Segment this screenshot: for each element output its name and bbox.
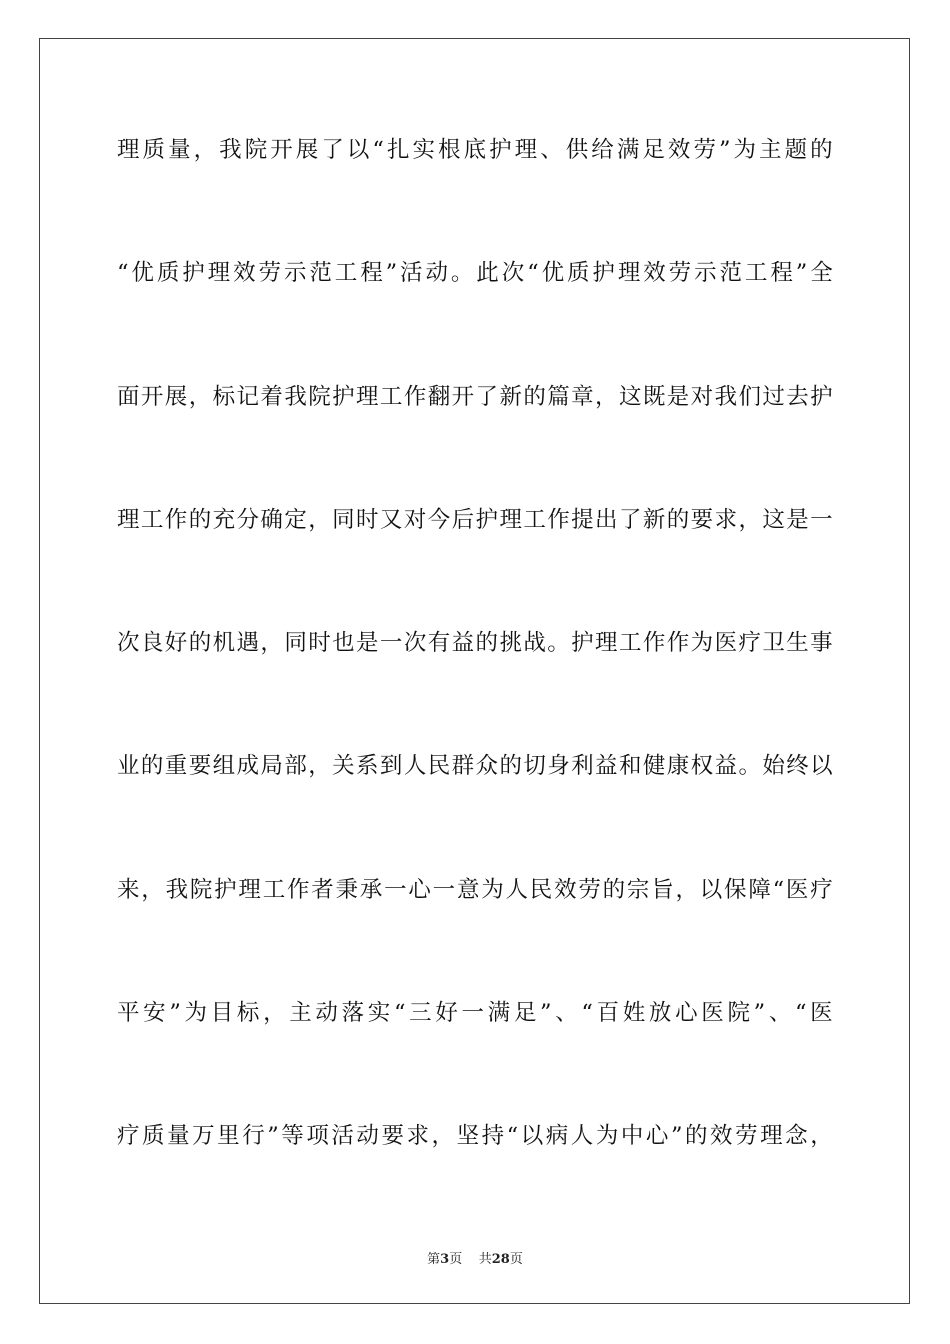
text-line-content: 面开展，标记着我院护理工作翻开了新的篇章，这既是对我们过去护 <box>117 383 833 410</box>
text-line <box>117 868 833 991</box>
page-number-suffix: 页 <box>449 1252 463 1267</box>
current-page-number: 3 <box>440 1252 450 1267</box>
text-line-content: 来，我院护理工作者秉承一心一意为人民效劳的宗旨，以保障“医疗 <box>117 876 833 903</box>
text-line-content: 次良好的机遇，同时也是一次有益的挑战。护理工作作为医疗卫生事 <box>117 630 833 657</box>
text-line-content: 业的重要组成局部，关系到人民群众的切身利益和健康权益。始终以 <box>117 753 833 780</box>
text-line <box>117 1114 833 1237</box>
text-line <box>117 251 833 374</box>
document-body <box>117 128 833 1238</box>
page-number-prefix: 第 <box>427 1252 441 1267</box>
total-pages-suffix: 页 <box>509 1252 523 1267</box>
text-line-content: 理工作的充分确定，同时又对今后护理工作提出了新的要求，这是一 <box>117 506 833 533</box>
text-line <box>117 375 833 498</box>
text-line <box>117 991 833 1114</box>
total-pages-prefix: 共 <box>478 1252 492 1267</box>
text-line <box>117 744 833 867</box>
text-line-content: 理质量，我院开展了以“扎实根底护理、供给满足效劳”为主题的 <box>117 137 833 163</box>
page-footer <box>0 1248 950 1267</box>
text-line-content: 平安”为目标，主动落实“三好一满足”、“百姓放心医院”、“医 <box>117 1000 833 1027</box>
text-line <box>117 621 833 744</box>
text-line <box>117 128 833 251</box>
total-pages-number: 28 <box>491 1252 510 1267</box>
text-line-content: “优质护理效劳示范工程”活动。此次“优质护理效劳示范工程”全 <box>117 260 833 287</box>
text-line-content: 疗质量万里行”等项活动要求，坚持“以病人为中心”的效劳理念， <box>117 1123 833 1150</box>
text-line <box>117 498 833 621</box>
